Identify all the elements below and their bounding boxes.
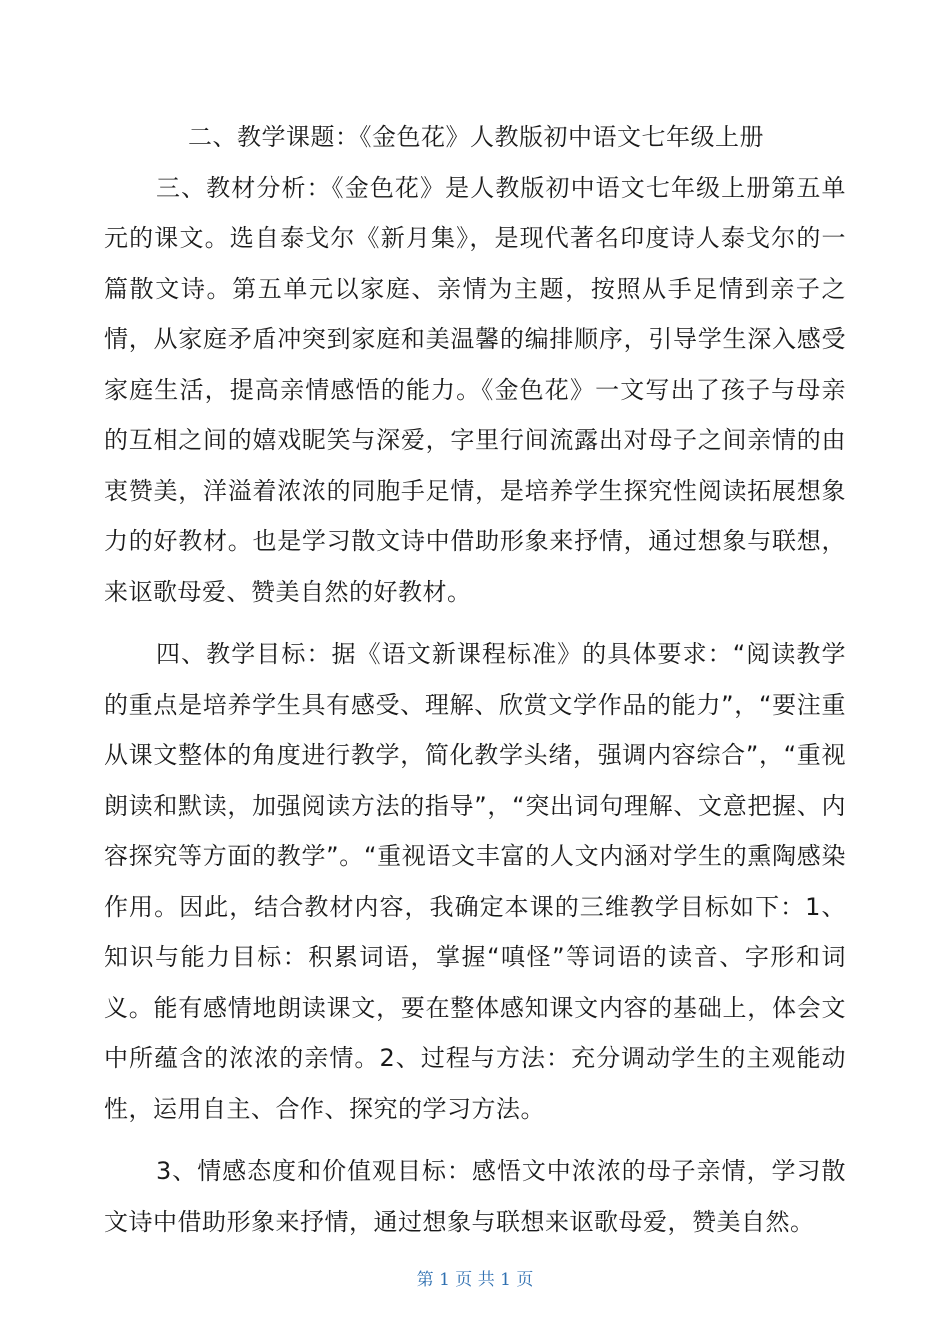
document-body	[104, 112, 846, 1247]
page-number-footer: 第 1 页 共 1 页	[416, 1270, 534, 1290]
teaching-goals-paragraph: 四、教学目标：据《语文新课程标准》的具体要求：“阅读教学的重点是培养学生具有感受、理解、欣赏文学作品的能力”，“要注重从课文整体的角度进行教学，简化教学头绪，强调内容综合”，“重视朗读和默读，加强阅读方法的指导”，“突出词句理解、文意把握、内容探究等方面的教学”。“重视语文丰富的人文内涵对学生的熏陶感染作用。因此，结合教材内容，我确定本课的三维教学目标如下：1、知识与能力目标：积累词语，掌握“嗔怪”等词语的读音、字形和词义。能有感情地朗读课文，要在整体感知课文内容的基础上，体会文中所蕴含的浓浓的亲情。2、过程与方法：充分调动学生的主观能动性，运用自主、合作、探究的学习方法。	[104, 640, 846, 1123]
emotion-goals-paragraph: 3、情感态度和价值观目标：感悟文中浓浓的母子亲情，学习散文诗中借助形象来抒情，通过想象与联想来讴歌母爱，赞美自然。	[104, 1157, 846, 1236]
textbook-analysis-paragraph: 三、教材分析：《金色花》是人教版初中语文七年级上册第五单元的课文。选自泰戈尔《新月集》，是现代著名印度诗人泰戈尔的一篇散文诗。第五单元以家庭、亲情为主题，按照从手足情到亲子之情，从家庭矛盾冲突到家庭和美温馨的编排顺序，引导学生深入感受家庭生活，提高亲情感悟的能力。《金色花》一文写出了孩子与母亲的互相之间的嬉戏眤笑与深爱，字里行间流露出对母子之间亲情的由衷赞美，洋溢着浓浓的同胞手足情，是培养学生探究性阅读拓展想象力的好教材。也是学习散文诗中借助形象来抒情，通过想象与联想，来讴歌母爱、赞美自然的好教材。	[104, 173, 846, 606]
lesson-topic-paragraph: 二、教学课题：《金色花》人教版初中语文七年级上册	[188, 123, 764, 151]
